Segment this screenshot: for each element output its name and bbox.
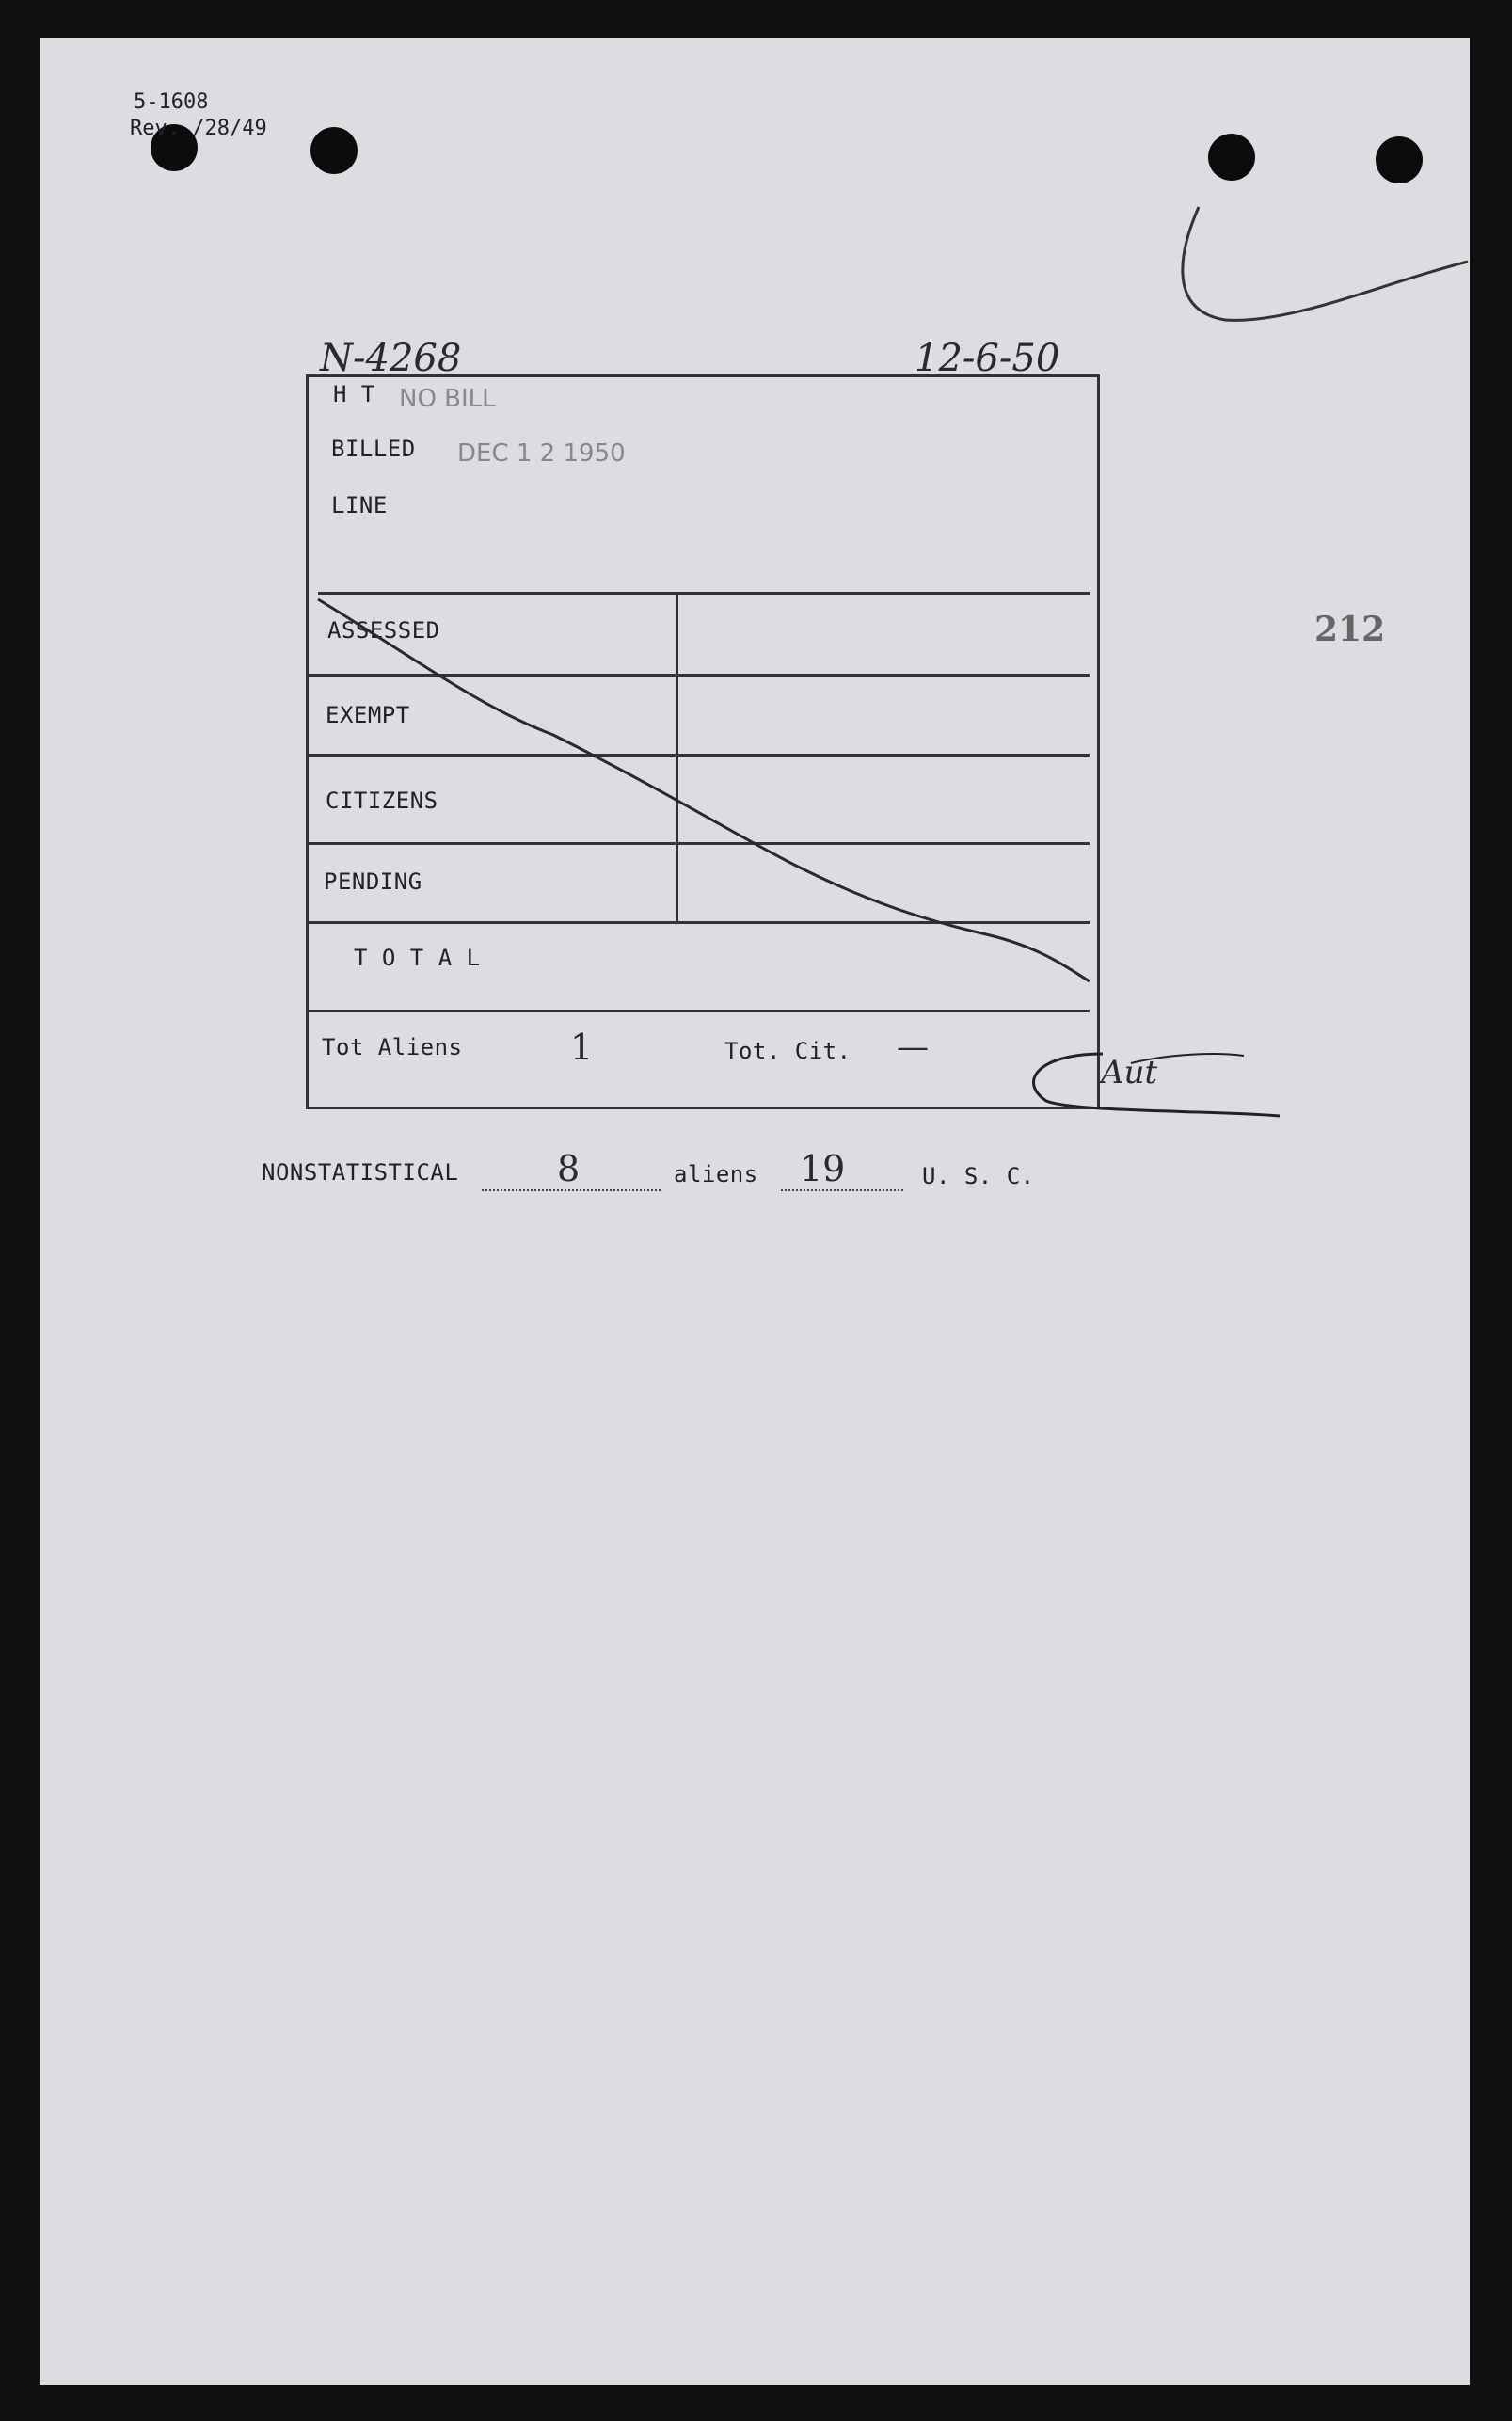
total-label: T O T A L xyxy=(354,945,481,971)
form-number: 5-1608 xyxy=(134,90,209,114)
usc-fill-line xyxy=(781,1189,903,1191)
pen-mark xyxy=(1169,169,1470,358)
form-revision: Rev. /28/49 xyxy=(130,117,267,140)
aliens-label: aliens xyxy=(674,1161,758,1187)
document-sheet xyxy=(40,38,1470,2385)
aliens-value: 8 xyxy=(557,1148,581,1189)
tot-cit-label: Tot. Cit. xyxy=(724,1038,851,1064)
form-table xyxy=(306,374,1100,1109)
row-label-citizens: CITIZENS xyxy=(326,788,438,814)
nonstatistical-label: NONSTATISTICAL xyxy=(262,1159,459,1186)
punch-hole xyxy=(310,127,358,174)
page-number: 212 xyxy=(1314,610,1386,649)
row-label-exempt: EXEMPT xyxy=(326,702,410,728)
tot-aliens-label: Tot Aliens xyxy=(322,1034,463,1060)
line-label: LINE xyxy=(331,492,388,518)
ht-stamp: NO BILL xyxy=(399,385,496,413)
tot-aliens-value: 1 xyxy=(570,1027,594,1068)
file-number: N-4268 xyxy=(320,337,462,380)
initials: Aut xyxy=(1101,1054,1158,1091)
row-label-assessed: ASSESSED xyxy=(327,617,440,644)
billed-stamp: DEC 1 2 1950 xyxy=(457,439,626,468)
row-label-pending: PENDING xyxy=(324,868,422,895)
record-date: 12-6-50 xyxy=(915,337,1060,380)
tot-cit-value: — xyxy=(897,1028,929,1066)
usc-label: U. S. C. xyxy=(922,1163,1035,1189)
ht-label: H T xyxy=(333,381,375,407)
billed-label: BILLED xyxy=(331,436,416,462)
aliens-fill-line xyxy=(482,1189,661,1191)
cancel-strike-line xyxy=(309,377,1097,1036)
usc-value: 19 xyxy=(800,1148,846,1189)
